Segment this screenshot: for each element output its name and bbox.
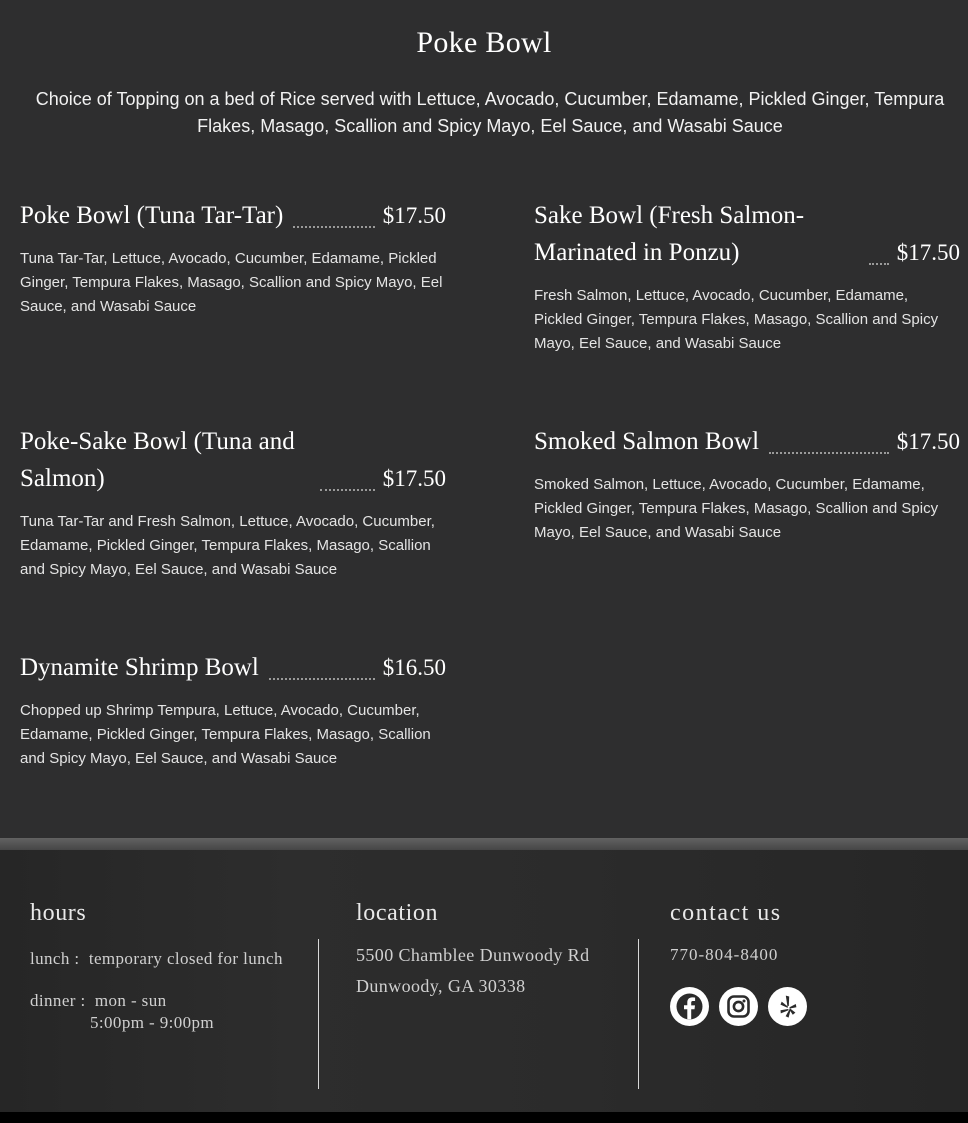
menu-item xyxy=(20,197,446,319)
contact-title: contact us xyxy=(670,900,782,926)
contact-section xyxy=(670,900,807,1026)
hours-title: hours xyxy=(30,900,87,926)
hours-section xyxy=(30,900,283,1033)
facebook-icon[interactable] xyxy=(670,987,709,1026)
dot-leader xyxy=(293,224,374,228)
footer-separator xyxy=(638,939,639,1089)
item-name: Poke-Sake Bowl (Tuna and Salmon) xyxy=(20,428,295,492)
item-price: $17.50 xyxy=(382,466,446,491)
item-description: Chopped up Shrimp Tempura, Lettuce, Avocado, Cucumber, Edamame, Pickled Ginger, Tempura Flakes, Masago, Scallion and Spicy Mayo, Eel Sauce, and Wasabi Sauce xyxy=(20,702,431,767)
address-line-2: Dunwoody, GA 30338 xyxy=(356,976,526,996)
footer-divider-band xyxy=(0,838,968,850)
lunch-hours: lunch : temporary closed for lunch xyxy=(30,949,283,968)
menu-item xyxy=(534,423,960,545)
social-links xyxy=(670,987,807,1026)
menu-item xyxy=(20,649,446,771)
item-price: $17.50 xyxy=(896,429,960,454)
item-name: Poke Bowl (Tuna Tar-Tar) xyxy=(20,202,284,229)
instagram-icon[interactable] xyxy=(719,987,758,1026)
dot-leader xyxy=(320,487,375,491)
location-title: location xyxy=(356,900,439,926)
footer-separator xyxy=(318,939,319,1089)
item-description: Tuna Tar-Tar and Fresh Salmon, Lettuce, Avocado, Cucumber, Edamame, Pickled Ginger, Tempura Flakes, Masago, Scallion and Spicy Mayo, Eel Sauce, and Wasabi Sauce xyxy=(20,513,435,578)
item-name: Sake Bowl (Fresh Salmon-Marinated in Ponzu) xyxy=(534,202,805,266)
item-description: Smoked Salmon, Lettuce, Avocado, Cucumber, Edamame, Pickled Ginger, Tempura Flakes, Masago, Scallion and Spicy Mayo, Eel Sauce, and Wasabi Sauce xyxy=(534,476,939,541)
item-price: $17.50 xyxy=(896,240,960,265)
item-price: $16.50 xyxy=(382,655,446,680)
item-price: $17.50 xyxy=(382,203,446,228)
dot-leader xyxy=(769,450,889,454)
page-description: Choice of Topping on a bed of Rice served with Lettuce, Avocado, Cucumber, Edamame, Pickled Ginger, Tempura Flakes, Masago, Scallion and Spicy Mayo, Eel Sauce, and Wasabi Sauce xyxy=(35,89,945,136)
item-name: Dynamite Shrimp Bowl xyxy=(20,654,259,681)
location-section xyxy=(356,900,589,997)
menu-item xyxy=(534,197,960,356)
dot-leader xyxy=(269,676,375,680)
bottom-strip xyxy=(0,1112,968,1123)
address-line-1: 5500 Chamblee Dunwoody Rd xyxy=(356,945,590,965)
item-description: Tuna Tar-Tar, Lettuce, Avocado, Cucumber, Edamame, Pickled Ginger, Tempura Flakes, Masago, Scallion and Spicy Mayo, Eel Sauce, and Wasabi Sauce xyxy=(20,250,443,315)
dot-leader xyxy=(869,261,889,265)
dinner-days: dinner : mon - sun xyxy=(30,991,167,1010)
yelp-icon[interactable] xyxy=(768,987,807,1026)
phone-number[interactable]: 770-804-8400 xyxy=(670,945,779,964)
menu-item xyxy=(20,423,446,582)
item-description: Fresh Salmon, Lettuce, Avocado, Cucumber, Edamame, Pickled Ginger, Tempura Flakes, Masago, Scallion and Spicy Mayo, Eel Sauce, and Wasabi Sauce xyxy=(534,287,939,352)
item-name: Smoked Salmon Bowl xyxy=(534,428,760,455)
dinner-time: 5:00pm - 9:00pm xyxy=(90,1013,215,1032)
page-title: Poke Bowl xyxy=(416,26,552,59)
